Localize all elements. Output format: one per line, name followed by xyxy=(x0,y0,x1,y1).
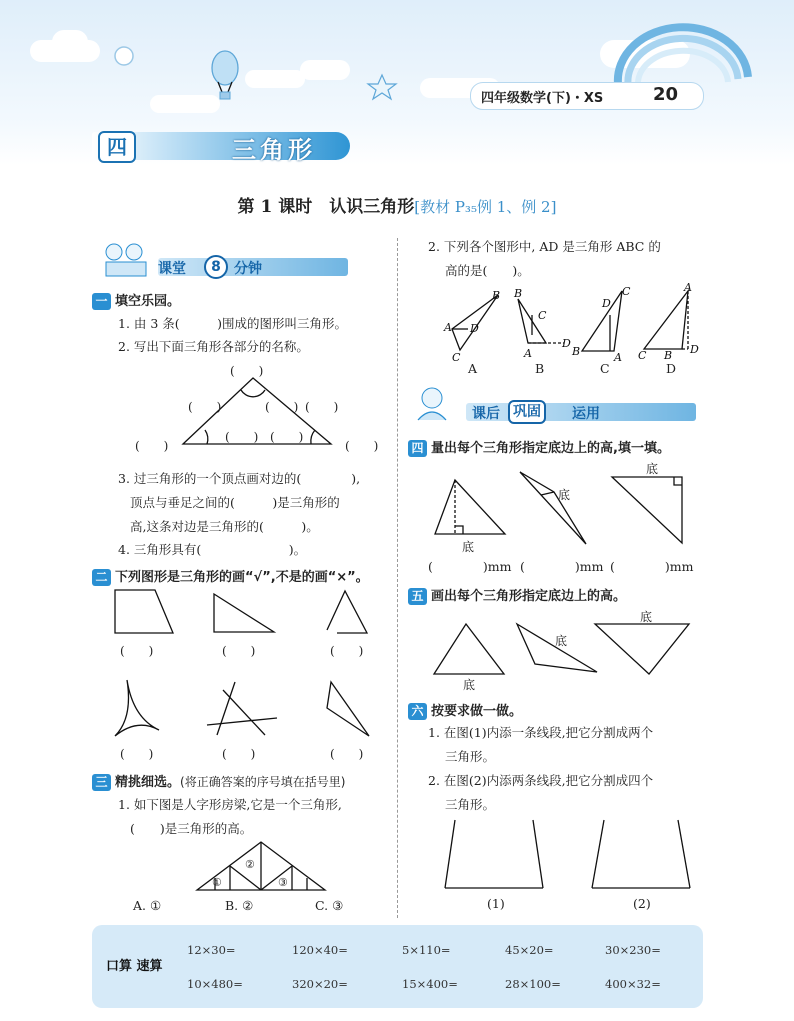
svg-text:A: A xyxy=(444,321,452,334)
part1-title: 填空乐园。 xyxy=(115,294,181,309)
svg-text:B: B xyxy=(514,287,523,300)
figure-label-2: (2) xyxy=(633,896,651,911)
chapter-banner xyxy=(92,130,350,162)
svg-text:A: A xyxy=(524,347,532,360)
part1-badge: 一 xyxy=(92,293,111,310)
part3-badge: 三 xyxy=(92,774,111,791)
part2-blank-1: ( ) xyxy=(120,644,154,658)
svg-text:D: D xyxy=(562,337,571,350)
apply-label: 运用 xyxy=(572,406,600,422)
part2-heading xyxy=(92,566,369,586)
q2-option-b: B xyxy=(535,361,545,376)
calc-r1-2: 120×40= xyxy=(292,943,348,957)
part1-q1: 1. 由 3 条( )围成的图形叫三角形。 xyxy=(118,316,348,331)
svg-text:D: D xyxy=(690,343,699,356)
calc-r1-5: 30×230= xyxy=(605,943,661,957)
svg-text:A: A xyxy=(614,351,622,364)
beam-mark-2: ② xyxy=(245,858,255,871)
part5-heading xyxy=(408,585,626,605)
part4-heading xyxy=(408,437,670,457)
base-label-3: 底 xyxy=(646,462,659,476)
calc-r2-5: 400×32= xyxy=(605,977,661,991)
part1-q3-line1: 3. 过三角形的一个顶点画对边的( ), xyxy=(118,471,361,486)
beam-mark-3: ③ xyxy=(278,876,288,889)
shape-trapezoid xyxy=(113,588,183,638)
q2-option-d: D xyxy=(666,361,677,376)
open-figure-1 xyxy=(443,818,553,893)
part6-badge: 六 xyxy=(408,703,427,720)
open-figure-2 xyxy=(588,818,698,893)
part6-title: 按要求做一做。 xyxy=(431,704,523,719)
svg-text:D: D xyxy=(602,297,611,310)
option-b: B. ② xyxy=(225,898,254,913)
answer-mm-2: ( )mm xyxy=(520,559,604,574)
part1-q4: 4. 三角形具有( )。 xyxy=(118,542,307,557)
svg-text:B: B xyxy=(492,289,501,302)
part-blank-5: ( ) xyxy=(225,430,259,444)
altitude-option-d-figure xyxy=(638,281,722,365)
base-label-2: 底 xyxy=(558,488,571,502)
draw-triangle-3 xyxy=(593,622,693,678)
part-blank-6: ( ) xyxy=(270,430,304,444)
part6-heading xyxy=(408,700,522,720)
part1-heading xyxy=(92,290,180,310)
part1-q2: 2. 写出下面三角形各部分的名称。 xyxy=(118,339,309,354)
part6-q1-line1: 1. 在图(1)内添一条线段,把它分割成两个 xyxy=(428,725,654,740)
part2-badge: 二 xyxy=(92,569,111,586)
part-blank-1: ( ) xyxy=(230,364,264,378)
base-label-1: 底 xyxy=(462,540,475,554)
part2-title: 下列图形是三角形的画“√”,不是的画“×”。 xyxy=(115,570,369,585)
part-blank-2: ( ) xyxy=(188,400,222,414)
minutes-label: 分钟 xyxy=(234,261,262,277)
book-title: 四年级数学(下)・XS xyxy=(481,91,604,106)
part5-title: 画出每个三角形指定底边上的高。 xyxy=(431,589,627,604)
section-header-class xyxy=(100,255,350,277)
shape-crossing-lines xyxy=(205,680,285,740)
chapter-number: 四 xyxy=(98,131,136,163)
calc-r1-3: 5×110= xyxy=(402,943,451,957)
sun-icon xyxy=(110,42,150,82)
after-class-label: 课后 xyxy=(472,406,500,422)
calc-r2-1: 10×480= xyxy=(187,977,243,991)
svg-text:C: C xyxy=(622,285,631,298)
minutes-number: 8 xyxy=(204,255,228,279)
part6-q2-line1: 2. 在图(2)内添两条线段,把它分割成四个 xyxy=(428,773,654,788)
chapter-title: 三角形 xyxy=(232,136,316,164)
part-blank-3: ( ) xyxy=(305,400,339,414)
shape-curved-triangle xyxy=(113,678,173,738)
base-label-4: 底 xyxy=(463,678,476,692)
calc-r2-3: 15×400= xyxy=(402,977,458,991)
option-c: C. ③ xyxy=(315,898,344,913)
base-label-5: 底 xyxy=(555,634,568,648)
part3-note: (将正确答案的序号填在括号里) xyxy=(180,775,346,789)
calc-r1-4: 45×20= xyxy=(505,943,554,957)
class-label: 课堂 xyxy=(158,261,186,277)
q2-option-a: A xyxy=(468,361,478,376)
part3-q1-line2: ( )是三角形的高。 xyxy=(130,821,253,836)
measure-triangle-1 xyxy=(433,478,523,538)
part3-title: 精挑细选。 xyxy=(115,775,181,790)
answer-mm-3: ( )mm xyxy=(610,559,694,574)
roof-beam-figure xyxy=(195,838,335,898)
consolidate-label: 巩固 xyxy=(508,400,546,424)
column-divider xyxy=(397,238,398,918)
q2-option-c: C xyxy=(600,361,610,376)
part2-blank-2: ( ) xyxy=(222,644,256,658)
part-blank-8: ( ) xyxy=(345,439,379,453)
right-q2-line2: 高的是( )。 xyxy=(445,263,530,278)
svg-text:C: C xyxy=(538,309,547,322)
mental-math-panel xyxy=(92,925,703,1008)
page-number: 20 xyxy=(653,84,679,105)
part2-blank-6: ( ) xyxy=(330,747,364,761)
part1-q3-line3: 高,这条对边是三角形的( )。 xyxy=(130,519,319,534)
lesson-name: 第 1 课时 认识三角形 xyxy=(237,197,415,217)
beam-mark-1: ① xyxy=(212,876,222,889)
figure-label-1: (1) xyxy=(487,896,505,911)
star-icon xyxy=(368,73,408,103)
calc-r1-1: 12×30= xyxy=(187,943,236,957)
svg-text:B: B xyxy=(664,349,673,362)
section-header-after-class xyxy=(408,400,708,422)
part2-blank-5: ( ) xyxy=(222,747,256,761)
right-q2-line1: 2. 下列各个图形中, AD 是三角形 ABC 的 xyxy=(428,239,661,254)
part3-q1-line1: 1. 如下图是人字形房梁,它是一个三角形, xyxy=(118,797,342,812)
part6-q1-line2: 三角形。 xyxy=(445,749,496,764)
shape-triangle-acute xyxy=(325,680,375,740)
mental-math-label: 口算 速算 xyxy=(106,959,163,974)
svg-text:C: C xyxy=(638,349,647,362)
draw-triangle-1 xyxy=(432,622,512,678)
option-a: A. ① xyxy=(133,898,162,913)
svg-text:B: B xyxy=(572,345,581,358)
altitude-option-a-figure xyxy=(440,285,510,365)
svg-text:D: D xyxy=(470,322,479,335)
base-label-6: 底 xyxy=(640,610,653,624)
lesson-title xyxy=(0,192,794,217)
part6-q2-line2: 三角形。 xyxy=(445,797,496,812)
svg-text:A: A xyxy=(684,281,692,294)
part3-heading xyxy=(92,771,345,791)
hot-air-balloon-icon xyxy=(210,48,250,108)
shape-triangle-right xyxy=(210,590,280,640)
part-blank-7: ( ) xyxy=(135,439,169,453)
shape-open-triangle xyxy=(325,585,375,645)
svg-text:C: C xyxy=(452,351,461,364)
answer-mm-1: ( )mm xyxy=(428,559,512,574)
page-tag xyxy=(470,82,704,110)
measure-triangle-3 xyxy=(610,475,700,545)
measure-triangle-2 xyxy=(516,470,596,550)
part-blank-4: ( ) xyxy=(265,400,299,414)
part4-badge: 四 xyxy=(408,440,427,457)
part2-blank-3: ( ) xyxy=(330,644,364,658)
part2-blank-4: ( ) xyxy=(120,747,154,761)
part5-badge: 五 xyxy=(408,588,427,605)
part4-title: 量出每个三角形指定底边上的高,填一填。 xyxy=(431,441,670,456)
textbook-reference: [教材 P₃₅例 1、例 2] xyxy=(414,198,557,216)
calc-r2-2: 320×20= xyxy=(292,977,348,991)
part1-q3-line2: 顶点与垂足之间的( )是三角形的 xyxy=(130,495,340,510)
calc-r2-4: 28×100= xyxy=(505,977,561,991)
